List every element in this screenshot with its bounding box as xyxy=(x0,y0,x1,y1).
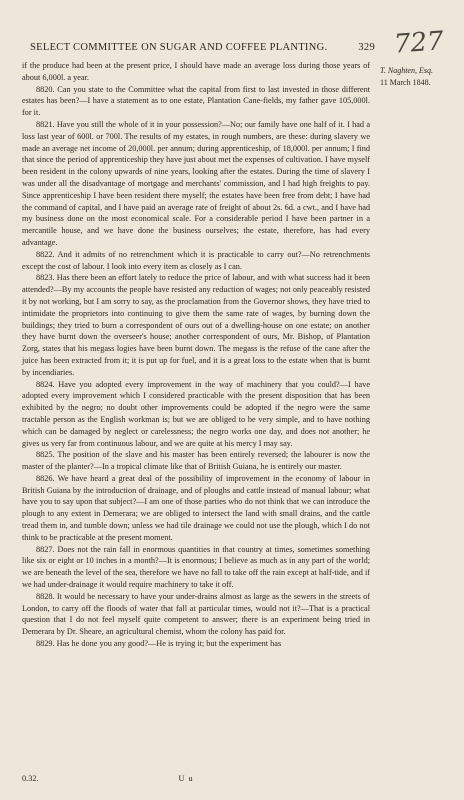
witness-date: 11 March 1848. xyxy=(380,78,431,87)
paragraph: 8823. Has there been an effort lately to reduce the price of labour, and with what success had it been attended?—By my accounts the people have resisted any reduction of wages; not only peaceably resisted it by not working, but I am sorry to say, as the proclamation from the Governor shows, they have tried to intimidate the proprietors into continuing to give them the same rate of wages, by burning down the buildings; they tried to burn a correspondent of ours out of a dwelling-house on one estate; on another they have burnt down the overseer's house; another correspondent of ours, Mr. Bishop, of Plantation Zorg, states that his megass logies have been burnt down. The megass is the refuse of the cane after the juice has been extracted from it; it is put up for fuel, and it is a great loss to the estate when that is burnt by incendiaries. xyxy=(22,273,370,377)
handwritten-folio: 727 xyxy=(393,26,445,60)
paragraph: if the produce had been at the present price, I should have made an average loss during those years of about 6,000l. a year. xyxy=(22,61,370,82)
paragraph: 8824. Have you adopted every improvement in the way of machinery that you could?—I have adopted every improvement which I considered practicable with the present disposition that has been exhibited by the negro; no doubt other improvements could be adopted if the negro were the same tractable person as the English workman is; but we are obliged to be very simple, and to have nothing which can be damaged by neglect or carelessness; the negro works one day, and does not another; he gives us very far from continuous labour, and we are quite at his mercy I may say. xyxy=(22,379,370,448)
body-text xyxy=(22,60,370,650)
footer-code: 0.32. xyxy=(22,774,39,783)
page-footer xyxy=(22,774,370,783)
paragraph: 8822. And it admits of no retrenchment which it is practicable to carry out?—No retrenchments except the cost of labour. I look into every item as closely as I can. xyxy=(22,249,370,271)
running-header xyxy=(30,42,375,53)
paragraph: 8827. Does not the rain fall in enormous quantities in that country at times, sometimes something like six or eight or 10 inches in a month?—It is enormous; I believe as much as in any part of the world; we are beneath the level of the sea, therefore we have no fall to take off the rain except at half-tide, and if we had under-drainage it would require machinery to take it off. xyxy=(22,544,370,590)
paragraph: 8820. Can you state to the Committee what the capital from first to last invested in those different estates has been?—I have a statement as to one estate, Plantation Cane-fields, my father gave 105,000l. for it. xyxy=(22,84,370,118)
paragraph: 8821. Have you still the whole of it in your possession?—No; our family have one half of it. I had a loss last year of 600l. or 700l. The results of my estates, in rough numbers, are these: during slavery we made an average net income of 20,000l. per annum; during apprenticeship, of 18,000l. per annum; I find that since the period of apprenticeship they have just about met the expenses of cultivation. I have myself been resident in the colony upwards of nine years, looking after the estates. During the time of slavery I was under all the disadvantage of mortgage and merchants' commission, and I had high freights to pay. Since apprenticeship I have been resident there myself; the estates have been free from debt; I have had the command of capital, and I have paid an average rate of freight of about 2s. 6d. a cwt., and I have had my business done on the most economical scale. For a considerable period I have been partner in a mercantile house, and we have done the business ourselves; the estate, therefore, has had every advantage. xyxy=(22,119,370,247)
header-title: SELECT COMMITTEE ON SUGAR AND COFFEE PLANTING. xyxy=(30,42,328,53)
paragraph: 8826. We have heard a great deal of the possibility of improvement in the economy of labour in British Guiana by the introduction of drainage, and of ploughs and cattle instead of manual labour; what have you to say upon that subject?—I am one of those parties who do not think that we can introduce the plough to any extent in Demerara; we are obliged to intersect the land with small drains, and the cattle tread them in, and tumble down; unless we had tile drainage we could not use the plough, which I do not think to be practicable at the present moment. xyxy=(22,473,370,542)
paragraph: 8825. The position of the slave and his master has been entirely reversed; the labourer is now the master of the planter?—In a tropical climate like that of British Guiana, he is entirely our master. xyxy=(22,450,370,472)
page-number: 329 xyxy=(358,42,375,53)
margin-note xyxy=(380,65,460,89)
signature-mark: U u xyxy=(178,774,194,783)
paragraph: 8828. It would be necessary to have your under-drains almost as large as the sewers in the streets of London, to carry off the floods of water that fall at particular times, would not it?—That is a practical question that I do not feel myself quite competent to answer; there is an experiment being tried in Demerara by Dr. Sheare, an agricultural chemist, whom the colony has paid for. xyxy=(22,591,370,637)
paragraph: 8829. Has he done you any good?—He is trying it; but the experiment has xyxy=(36,639,282,649)
witness-name: T. Naghten, Esq. xyxy=(380,66,433,75)
